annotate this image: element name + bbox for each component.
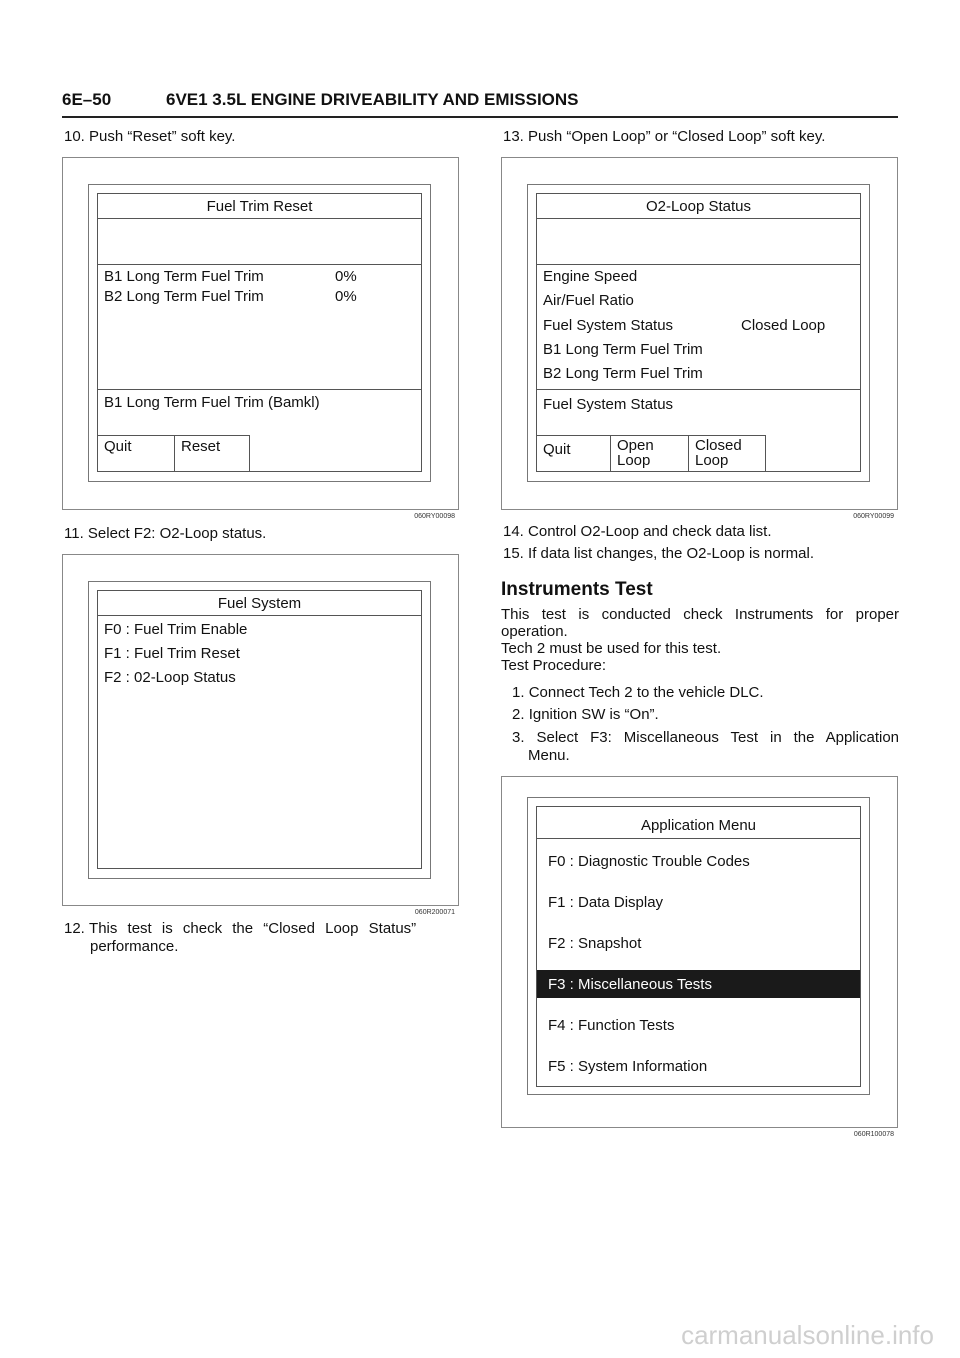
section-heading: Instruments Test [501, 579, 653, 600]
data-value: 0% [335, 268, 357, 285]
header-rule [62, 116, 898, 118]
closed-loop-softkey[interactable]: Closed Loop [689, 435, 766, 471]
step-12: 12. This test is check the “Closed Loop Status” performance. [64, 920, 417, 955]
proc-step-3: 3. Select F3: Miscellaneous Test in the Application Menu. [512, 729, 899, 764]
figure-application-menu [501, 776, 898, 1138]
menu-item[interactable]: F1 : Fuel Trim Reset [104, 645, 240, 662]
data-label: Fuel System Status [543, 317, 674, 334]
screen-display [97, 590, 422, 869]
screen-title: Fuel System [217, 595, 302, 612]
proc-step-2: 2. Ignition SW is “On”. [512, 706, 659, 723]
reset-softkey[interactable]: Reset [175, 435, 250, 471]
watermark: carmanualsonline.info [681, 1320, 934, 1350]
menu-item[interactable]: F0 : Diagnostic Trouble Codes [548, 853, 750, 870]
screen-display [536, 806, 861, 1087]
menu-item-selected[interactable]: F3 : Miscellaneous Tests [548, 976, 712, 993]
page-number: 6E–50 [62, 90, 112, 109]
menu-item[interactable]: F2 : Snapshot [548, 935, 642, 952]
figure-id: 060R100078 [853, 1131, 894, 1138]
data-label: B1 Long Term Fuel Trim [104, 268, 264, 285]
menu-item[interactable]: F2 : 02-Loop Status [104, 669, 236, 686]
screen-display [97, 193, 422, 472]
tech2-screen [88, 581, 431, 879]
menu-item[interactable]: F0 : Fuel Trim Enable [104, 621, 248, 638]
data-value: 0% [335, 288, 357, 305]
section-intro: This test is conducted check Instruments for proper operation. Tech 2 must be used for this test. Test Procedure: [501, 606, 899, 674]
screen-title: O2-Loop Status [645, 198, 752, 215]
menu-item[interactable]: F4 : Function Tests [548, 1017, 675, 1034]
quit-softkey[interactable]: Quit [537, 435, 611, 471]
status-line: Fuel System Status [543, 396, 674, 413]
screen-display [536, 193, 861, 472]
tech2-screen [527, 184, 870, 482]
step-15: 15. If data list changes, the O2-Loop is normal. [503, 545, 815, 562]
figure-id: 060RY00098 [414, 513, 455, 520]
step-10: 10. Push “Reset” soft key. [64, 128, 236, 145]
data-label: B2 Long Term Fuel Trim [543, 365, 703, 382]
data-value: Closed Loop [741, 317, 826, 334]
page-title: 6VE1 3.5L ENGINE DRIVEABILITY AND EMISSIONS [166, 90, 579, 109]
data-label: Air/Fuel Ratio [543, 292, 634, 309]
tech2-screen [88, 184, 431, 482]
figure-fuel-trim-reset [62, 157, 459, 520]
data-label: B2 Long Term Fuel Trim [104, 288, 264, 305]
tech2-screen [527, 797, 870, 1095]
screen-title: Fuel Trim Reset [206, 198, 313, 215]
menu-item[interactable]: F1 : Data Display [548, 894, 664, 911]
figure-o2-loop-status [501, 157, 898, 520]
data-label: Engine Speed [543, 268, 638, 285]
figure-id: 060RY00099 [853, 513, 894, 520]
data-label: B1 Long Term Fuel Trim [543, 341, 703, 358]
screen-title: Application Menu [640, 817, 757, 834]
step-11: 11. Select F2: O2-Loop status. [64, 525, 267, 542]
step-13: 13. Push “Open Loop” or “Closed Loop” soft key. [503, 128, 826, 145]
menu-item[interactable]: F5 : System Information [548, 1058, 708, 1075]
open-loop-softkey[interactable]: Open Loop [611, 435, 689, 471]
status-line: B1 Long Term Fuel Trim (Bamkl) [104, 394, 320, 411]
figure-fuel-system [62, 554, 459, 916]
quit-softkey[interactable]: Quit [98, 435, 175, 471]
proc-step-1: 1. Connect Tech 2 to the vehicle DLC. [512, 684, 764, 701]
step-14: 14. Control O2-Loop and check data list. [503, 523, 772, 540]
figure-id: 060R200071 [414, 909, 455, 916]
